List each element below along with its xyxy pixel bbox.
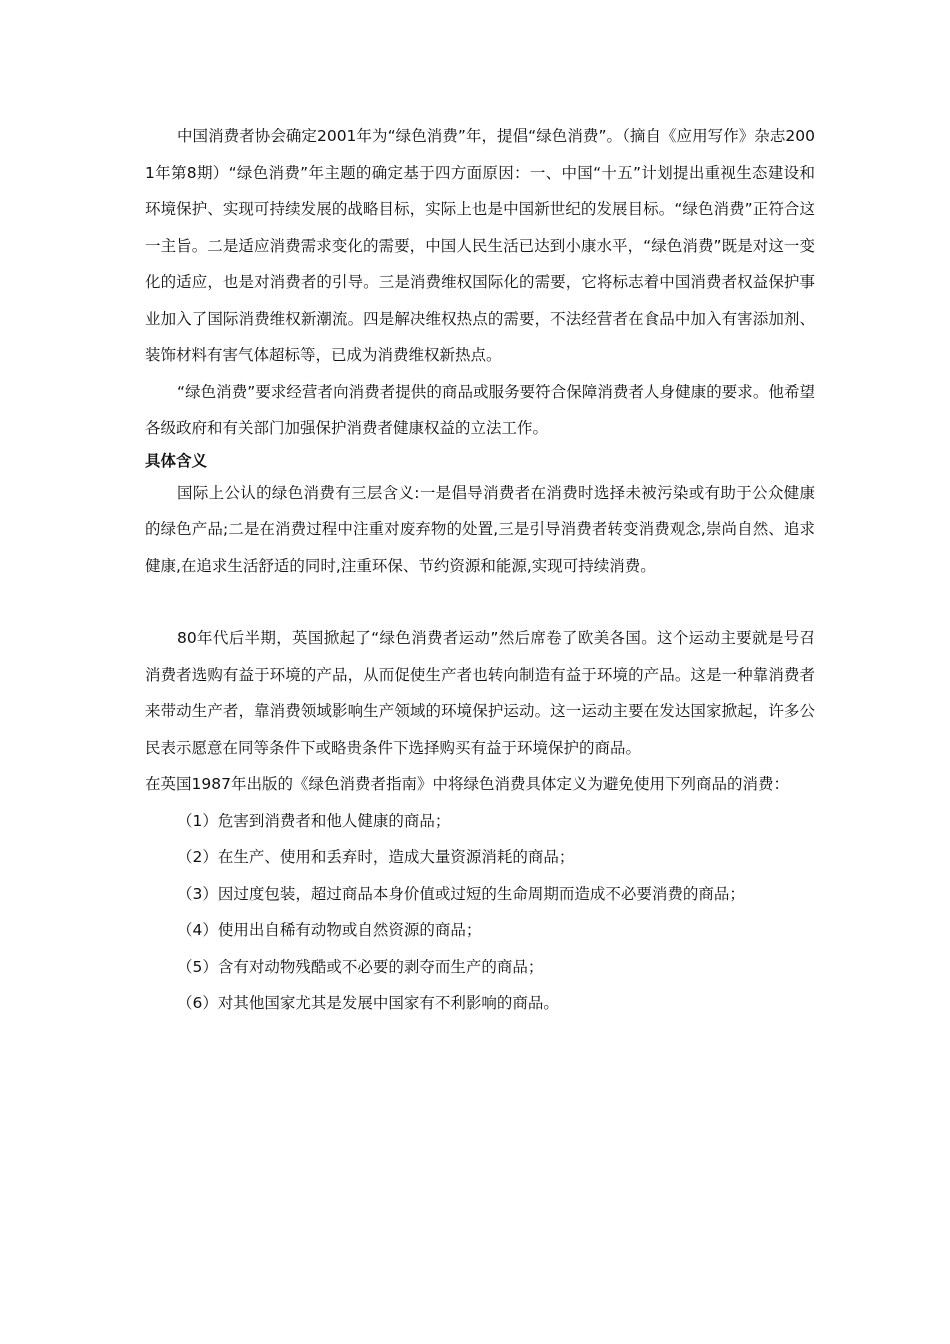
document-page xyxy=(145,118,815,1022)
paragraph-spacer xyxy=(145,584,815,620)
list-item: （5）含有对动物残酷或不必要的剥夺而生产的商品； xyxy=(177,957,544,976)
paragraph-three-meanings: 国际上公认的绿色消费有三层含义:一是倡导消费者在消费时选择未被污染或有助于公众健康的绿色产品;二是在消费过程中注重对废弃物的处置,三是引导消费者转变消费观念,崇尚自然、追求健康,在追求生活舒适的同时,注重环保、节约资源和能源,实现可持续消费。 xyxy=(145,483,815,575)
avoided-goods-list xyxy=(145,803,815,1022)
paragraph-green-consumption-year: 中国消费者协会确定2001年为“绿色消费”年，提倡“绿色消费”。（摘自《应用写作》杂志2001年第8期）“绿色消费”年主题的确定基于四方面原因：一、中国“十五”计划提出重视生态建设和环境保护、实现可持续发展的战略目标，实际上也是中国新世纪的发展目标。“绿色消费”正符合这一主旨。二是适应消费需求变化的需要，中国人民生活已达到小康水平，“绿色消费”既是对这一变化的适应，也是对消费者的引导。三是消费维权国际化的需要，它将标志着中国消费者权益保护事业加入了国际消费维权新潮流。四是解决维权热点的需要，不法经营者在食品中加入有害添加剂、装饰材料有害气体超标等，已成为消费维权新热点。 xyxy=(145,127,815,364)
section-heading-meaning: 具体含义 xyxy=(145,451,208,470)
list-item: （6）对其他国家尤其是发展中国家有不利影响的商品。 xyxy=(177,994,559,1012)
list-item: （2）在生产、使用和丢弃时，造成大量资源消耗的商品； xyxy=(177,848,575,866)
paragraph-uk-movement: 80年代后半期，英国掀起了“绿色消费者运动”然后席卷了欧美各国。这个运动主要就是号召消费者选购有益于环境的产品，从而促使生产者也转向制造有益于环境的产品。这是一种靠消费者来带动生产者，靠消费领域影响生产领域的环境保护运动。这一运动主要在发达国家掀起，许多公民表示愿意在同等条件下或略贵条件下选择购买有益于环境保护的商品。 xyxy=(145,629,815,757)
paragraph-uk-guide-definition: 在英国1987年出版的《绿色消费者指南》中将绿色消费具体定义为避免使用下列商品的消费： xyxy=(145,775,789,793)
list-item: （3）因过度包装，超过商品本身价值或过短的生命周期而造成不必要消费的商品； xyxy=(177,884,745,903)
list-item: （1）危害到消费者和他人健康的商品； xyxy=(177,811,451,830)
list-item: （4）使用出自稀有动物或自然资源的商品； xyxy=(177,921,482,939)
paragraph-operator-requirements: “绿色消费”要求经营者向消费者提供的商品或服务要符合保障消费者人身健康的要求。他希望各级政府和有关部门加强保护消费者健康权益的立法工作。 xyxy=(145,382,815,437)
